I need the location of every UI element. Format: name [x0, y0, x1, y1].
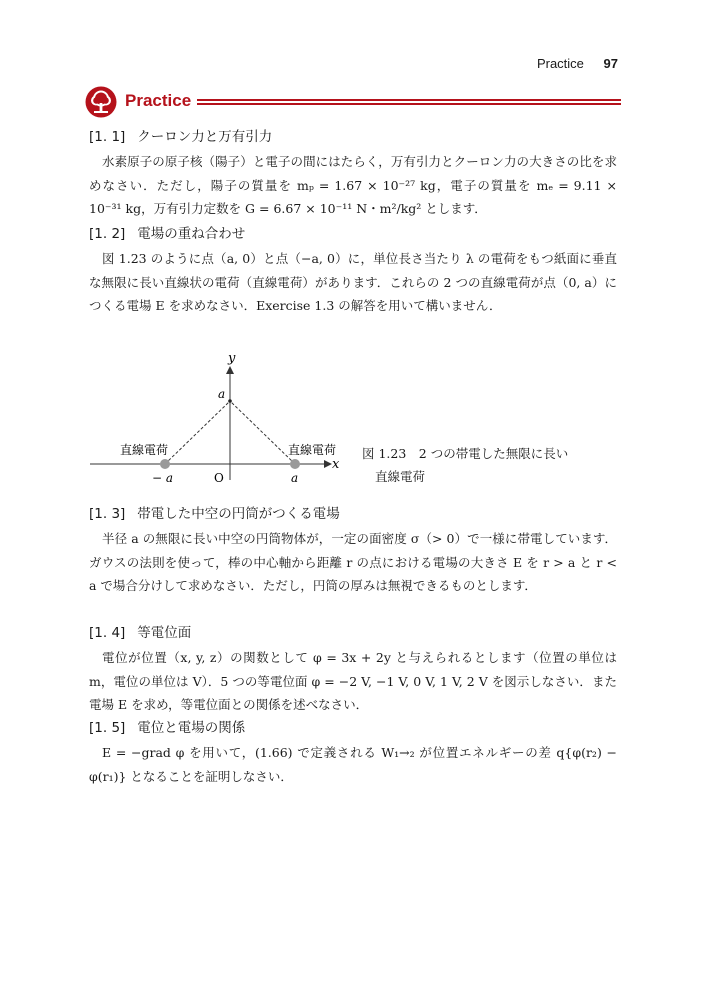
- problem-body: 電位が位置（x, y, z）の関数として φ = 3x + 2y と与えられるとします（位置の単位は m，電位の単位は V）．5 つの等電位面 φ = −2 V, −1 V, 0 V, 1 V, 2 V を図示しなさい．また電場 E を求め，等電位面との関係を述べなさい．: [89, 650, 617, 712]
- problem-number: [1. 4]: [89, 625, 126, 641]
- problem-body: 水素原子の原子核（陽子）と電子の間にはたらく，万有引力とクーロン力の大きさの比を求めなさい．ただし，陽子の質量を mₚ = 1.67 × 10⁻²⁷ kg，電子の質量を mₑ = 9.11 × 10⁻³¹ kg，万有引力定数を G = 6.67 × 10⁻¹¹ N・m²/kg² とします．: [89, 154, 617, 216]
- running-head: [537, 56, 618, 71]
- figure-caption: [362, 442, 612, 488]
- problem-heading: [89, 224, 617, 244]
- problem-1-3: [89, 504, 617, 598]
- dashed-line-right: [230, 401, 295, 464]
- origin-label: O: [214, 471, 224, 485]
- problem-title: 電位と電場の関係: [137, 720, 246, 736]
- running-head-title: Practice: [536, 56, 584, 71]
- problem-heading: [89, 127, 617, 147]
- figure-1-23: [90, 350, 620, 490]
- problem-body: 半径 a の無限に長い中空の円筒物体が，一定の面密度 σ（> 0）で一様に帯電しています．ガウスの法則を使って，棒の中心軸から距離 r の点における電場の大きさ E を r > a と r < a で場合分けして求めなさい．ただし，円筒の厚みは無視できるものとします．: [89, 531, 617, 593]
- problem-1-4: [89, 623, 617, 717]
- point-top: [228, 399, 232, 403]
- caption-line-1: 図 1.23 2 つの帯電した無限に長い: [362, 446, 569, 461]
- left-charge-label: 直線電荷: [120, 443, 169, 457]
- y-axis-label: y: [228, 351, 236, 366]
- problem-body: 図 1.23 のように点（a, 0）と点（−a, 0）に，単位長さ当たり λ の電荷をもつ紙面に垂直な無限に長い直線状の電荷（直線電荷）があります．これらの 2 つの直線電荷が点（0, a）につくる電場 E を求めなさい．Exercise 1.3 の解答を用いて構いません．: [89, 251, 617, 313]
- problem-body: E = −grad φ を用いて，(1.66) で定義される W₁→₂ が位置エネルギーの差 q{φ(r₂) − φ(r₁)} となることを証明しなさい．: [89, 745, 617, 784]
- practice-title: Practice: [125, 91, 192, 110]
- right-charge-label: 直線電荷: [288, 443, 337, 457]
- problem-title: 帯電した中空の円筒がつくる電場: [137, 506, 340, 522]
- problem-1-5: [89, 718, 617, 788]
- tick-neg-a: − a: [152, 471, 174, 485]
- dashed-line-left: [165, 401, 230, 464]
- problem-1-2: [89, 224, 617, 318]
- line-charge-left: [160, 459, 170, 469]
- caption-line-2: 直線電荷: [375, 469, 426, 484]
- problem-number: [1. 3]: [89, 506, 126, 522]
- problem-number: [1. 5]: [89, 720, 126, 736]
- problem-heading: [89, 504, 617, 524]
- practice-banner: [85, 86, 621, 118]
- problem-number: [1. 1]: [89, 129, 126, 145]
- figure-diagram: [90, 350, 360, 490]
- problem-heading: [89, 623, 617, 643]
- problem-number: [1. 2]: [89, 226, 126, 242]
- problem-title: クーロン力と万有引力: [137, 129, 273, 145]
- problem-title: 等電位面: [137, 625, 192, 641]
- tree-icon: [85, 86, 117, 118]
- problem-title: 電場の重ね合わせ: [137, 226, 246, 242]
- line-charge-right: [290, 459, 300, 469]
- problem-heading: [89, 718, 617, 738]
- x-axis-label: x: [332, 457, 340, 472]
- tick-pos-a: a: [291, 471, 299, 485]
- point-top-label: a: [218, 387, 226, 401]
- practice-rule: [197, 99, 621, 105]
- problem-1-1: [89, 127, 617, 221]
- page-number: 97: [603, 56, 618, 71]
